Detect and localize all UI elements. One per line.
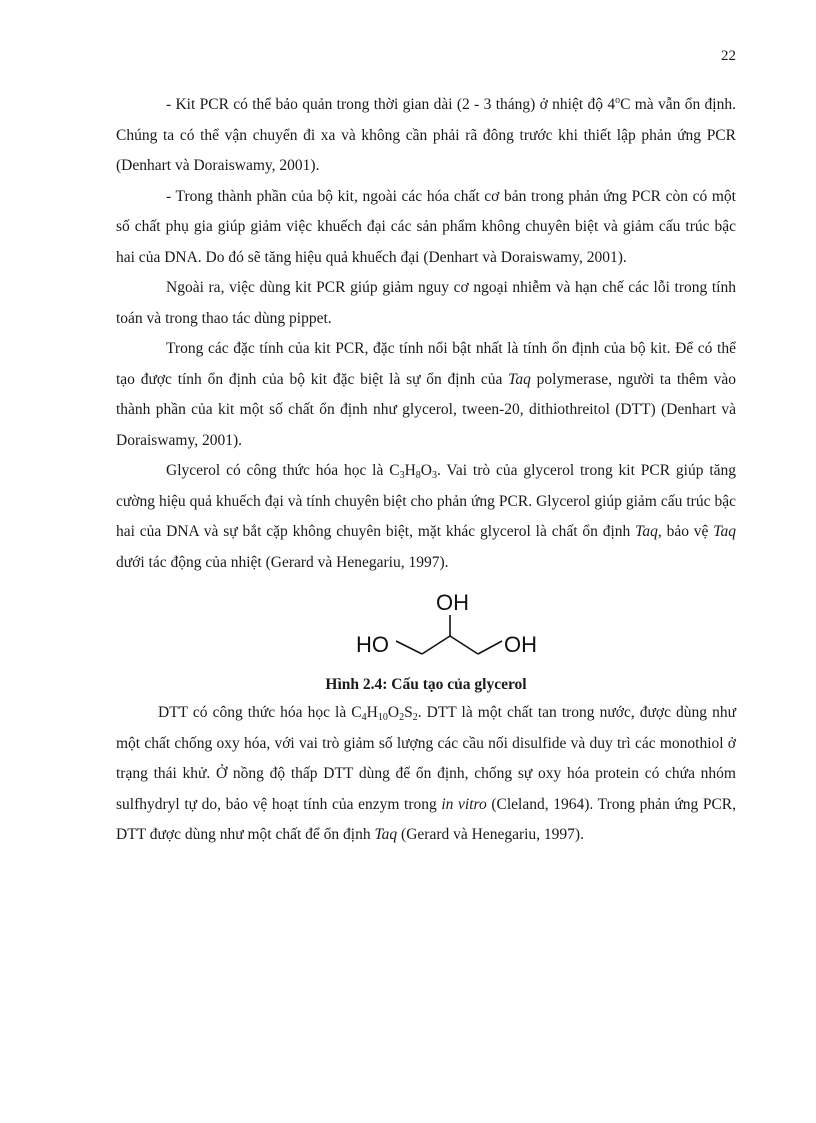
paragraph-glycerol: Glycerol có công thức hóa học là $C_3H_8O_3$. Vai trò của glycerol trong kit PCR giúp tăng cường hiệu quả khuếch đại và tính chuyên biệt cho phản ứng PCR. Glycerol giúp giảm cấu trúc bậc hai của DNA và sự bắt cặp không chuyên biệt, mặt khác glycerol là chất ổn định Taq, bảo vệ Taq dưới tác động của nhiệt (Gerard và Henegariu, 1997). <box>116 462 737 571</box>
bond-left-2 <box>422 636 450 654</box>
figure-caption: Hình 2.4: Cấu tạo của glycerol <box>325 676 527 693</box>
paragraph-dtt: DTT có công thức hóa học là $C_4H_{10}O_2S_2$. DTT là một chất tan trong nước, được dùng như một chất chống oxy hóa, với vai trò giảm số lượng các cầu nối disulfide và duy trì các monothiol ở trạng thái khử. Ở nồng độ thấp DTT dùng để ổn định, chống sự oxy hóa protein có chứa nhóm sulfhydryl tự do, bảo vệ hoạt tính của enzym trong in vitro (Cleland, 1964). Trong phản ứng PCR, DTT được dùng như một chất để ổn định Taq (Gerard và Henegariu, 1997). <box>116 704 737 843</box>
bond-right-2 <box>478 641 502 654</box>
page-number: 22 <box>721 48 736 64</box>
glycerol-structure-figure <box>116 588 736 672</box>
bond-right-1 <box>450 636 478 654</box>
paragraph-kit-storage: - Kit PCR có thể bảo quản trong thời gian dài (2 - 3 tháng) ở nhiệt độ 4$^o$C mà vẫn ổn định. Chúng ta có thể vận chuyển đi xa và không cần phải rã đông trước khi thiết lập phản ứng PCR (Denhart và Doraiswamy, 2001). <box>116 95 736 174</box>
oh-top-label: OH <box>436 590 469 615</box>
bond-left-1 <box>396 641 422 654</box>
oh-right-label: OH <box>504 632 537 657</box>
glycerol-structure-diagram <box>354 588 544 672</box>
paragraph-contamination: Ngoài ra, việc dùng kit PCR giúp giảm nguy cơ ngoại nhiễm và hạn chế các lỗi trong tính toán và trong thao tác dùng pippet. <box>116 279 736 327</box>
paragraph-kit-additives: - Trong thành phần của bộ kit, ngoài các hóa chất cơ bản trong phản ứng PCR còn có một số chất phụ gia giúp giảm việc khuếch đại các sản phẩm không chuyên biệt và giảm cấu trúc bậc hai của DNA. Do đó sẽ tăng hiệu quả khuếch đại (Denhart và Doraiswamy, 2001). <box>116 187 736 266</box>
ho-left-label: HO <box>356 632 389 657</box>
document-body <box>116 90 736 851</box>
paragraph-stability: Trong các đặc tính của kit PCR, đặc tính nổi bật nhất là tính ổn định của bộ kit. Để có thể tạo được tính ổn định của bộ kit đặc biệt là sự ổn định của Taq polymerase, người ta thêm vào thành phần của kit một số chất ổn định như glycerol, tween-20, dithiothreitol (DTT) (Denhart và Doraiswamy, 2001). <box>116 340 736 449</box>
